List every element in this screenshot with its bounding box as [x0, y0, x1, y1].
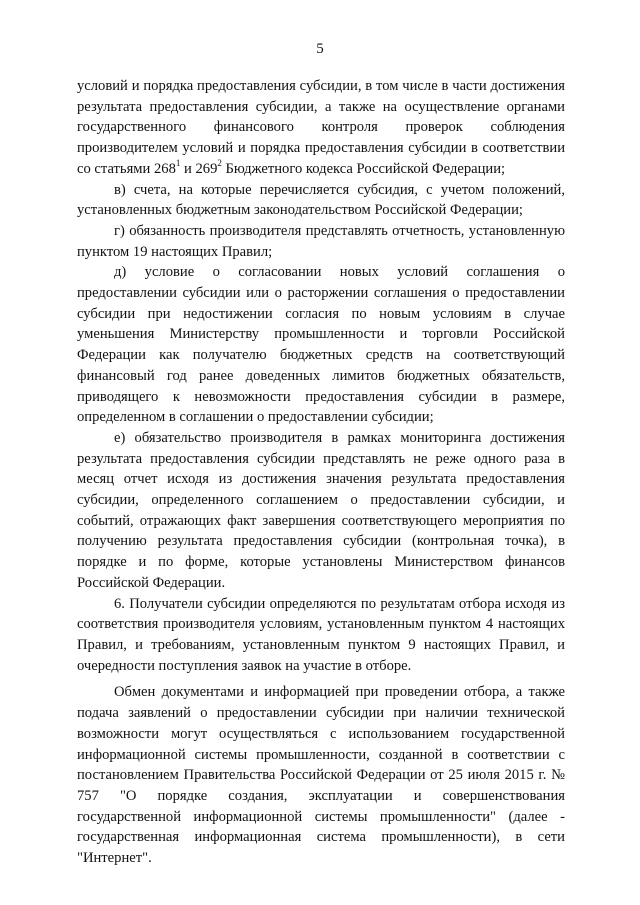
paragraph-section-6: 6. Получатели субсидии определяются по результатам отбора исходя из соответствия производителя условиям, установленным пунктом 4 настоящих Правил, и требованиям, установленным пунктом 9 настоящих Правил, и очередности поступления заявок на участие в отборе. [77, 595, 565, 674]
paragraph-text: и 269 [180, 160, 218, 177]
paragraph-item-d: д) условие о согласовании новых условий соглашения о предоставлении субсидии или о расторжении соглашения о предоставлении субсидии при недостижении согласия по новым условиям в случае уменьшения Министерству промышленности и торговли Российской Федерации как получателю бюджетных средств на соответствующий финансовый год ранее доведенных лимитов бюджетных обязательств, приводящего к невозможности предоставления субсидии в размере, определенном в соглашении о предоставлении субсидии; [77, 264, 565, 426]
paragraph-subsidy-conditions [77, 76, 565, 180]
document-body [77, 76, 565, 869]
paragraph-item-v: в) счета, на которые перечисляется субсидия, с учетом положений, установленных бюджетным законодательством Российской Федерации; [77, 181, 565, 219]
paragraph-text: Бюджетного кодекса Российской Федерации; [221, 160, 506, 177]
paragraph-item-g: г) обязанность производителя представлять отчетность, установленную пунктом 19 настоящих Правил; [77, 222, 565, 260]
superscript-1: 1 [175, 157, 181, 168]
page-number: 5 [316, 41, 324, 57]
paragraph-item-e: е) обязательство производителя в рамках мониторинга достижения результата предоставления субсидии представлять не реже одного раза в месяц отчет исходя из достижения значения результата предоставления субсидии, определенного соглашением о предоставлении субсидии, и событий, отражающих факт завершения соответствующего мероприятия по получению результата предоставления субсидии (контрольная точка), в порядке и по форме, которые установлены Министерством финансов Российской Федерации. [77, 429, 565, 591]
paragraph-text: условий и порядка предоставления субсидии, в том числе в части достижения результата предоставления субсидии, а также на осуществление органами государственного финансового контроля проверок соблюдения производителем условий и порядка предоставления субсидии в соответствии со статьями 268 [77, 78, 565, 177]
superscript-2: 2 [217, 157, 222, 168]
paragraph-document-exchange: Обмен документами и информацией при проведении отбора, а также подача заявлений о предоставлении субсидии при наличии технической возможности могут осуществляться с использованием государственной информационной системы промышленности, созданной в соответствии с постановлением Правительства Российской Федерации от 25 июля 2015 г. № 757 "О порядке создания, эксплуатации и совершенствования государственной информационной системы промышленности" (далее - государственная информационная система промышленности), в сети "Интернет". [77, 684, 565, 867]
